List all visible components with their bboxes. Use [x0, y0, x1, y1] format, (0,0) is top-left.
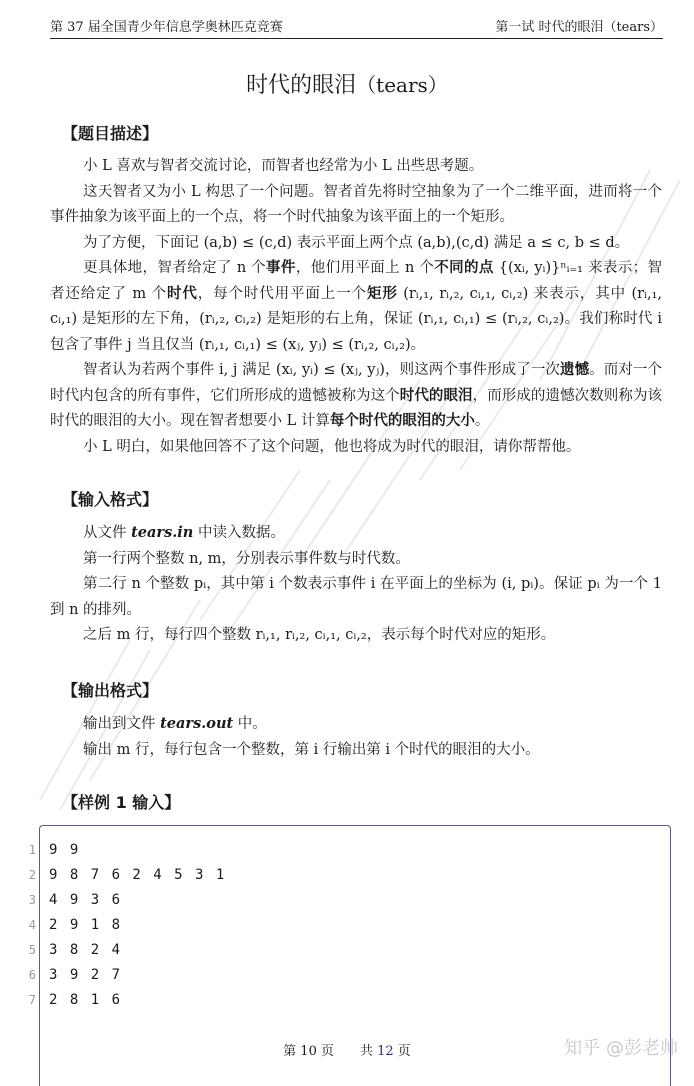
emph-rectangle: 矩形	[366, 285, 398, 302]
emph-distinct-points: 不同的点	[434, 260, 494, 276]
emph-events: 事件	[266, 260, 296, 276]
emph-eras: 时代	[167, 285, 198, 302]
line-number: 7	[28, 993, 36, 1007]
line-number: 4	[28, 918, 36, 932]
sample-heading: 【样例 1 输入】	[62, 793, 181, 812]
description-p3: 为了方便，下面记 (a,b) ≤ (c,d) 表示平面上两个点 (a,b),(c,d) 满足 a ≤ c, b ≤ d。	[83, 234, 630, 251]
description-p5: 智者认为若两个事件 i, j 满足 (xᵢ, yᵢ) ≤ (xⱼ, yⱼ)，则这两个事件形成了一次遗憾。而对一个时代内包含的所有事件，它们所形成的遗憾被称为这个时代的眼泪，而形成的遗憾次数则称为该时代的眼泪的大小。现在智者想要小 L 计算每个时代的眼泪的大小。	[50, 362, 663, 429]
output-heading: 【输出格式】	[62, 681, 159, 700]
line-text: 3 9 2 7	[49, 967, 123, 983]
emph-tears-of-era: 时代的眼泪	[399, 387, 473, 404]
title-zh: 时代的眼泪	[246, 73, 357, 98]
page-footer: 第 10 页 共 12 页	[283, 1044, 411, 1059]
line-text: 9 8 7 6 2 4 5 3 1	[49, 867, 227, 883]
description-p6: 小 L 明白，如果他回答不了这个问题，他也将成为时代的眼泪，请你帮帮他。	[83, 438, 581, 455]
emph-size-of-tears: 每个时代的眼泪的大小	[329, 413, 475, 429]
title-latin: （tears）	[356, 73, 448, 97]
description-p1: 小 L 喜欢与智者交流讨论，而智者也经常为小 L 出些思考题。	[83, 158, 484, 174]
round-problem-name: 第一试 时代的眼泪（tears）	[495, 20, 663, 35]
input-p4: 之后 m 行，每行四个整数 rᵢ,₁, rᵢ,₂, cᵢ,₁, cᵢ,₂，表示每个时代对应的矩形。	[83, 627, 556, 643]
input-p1: 从文件 tears.in 中读入数据。	[83, 524, 285, 541]
line-text: 2 9 1 8	[49, 917, 123, 933]
line-number: 3	[28, 893, 36, 907]
output-filename: tears.out	[160, 715, 234, 732]
output-body	[50, 711, 662, 763]
line-text: 2 8 1 6	[49, 992, 123, 1008]
zhihu-credit-watermark: 知乎 @彭老帅	[564, 1038, 678, 1059]
input-p2: 第一行两个整数 n, m，分别表示事件数与时代数。	[83, 550, 410, 567]
description-p4: 更具体地，智者给定了 n 个事件，他们用平面上 n 个不同的点 {(xᵢ, yᵢ)}ⁿᵢ₌₁ 来表示；智者还给定了 m 个时代，每个时代用平面上一个矩形 (rᵢ,₁, rᵢ,₂, cᵢ,₁, cᵢ,₂) 来表示，其中 (rᵢ,₁, cᵢ,₁) 是矩形的左下角，(rᵢ,₂, cᵢ,₂) 是矩形的右上角，保证 (rᵢ,₁, cᵢ,₁) ≤ (rᵢ,₂, cᵢ,₂)。我们称时代 i 包含了事件 j 当且仅当 (rᵢ,₁, cᵢ,₁) ≤ (xⱼ, yⱼ) ≤ (rᵢ,₂, cᵢ,₂)。	[50, 260, 663, 353]
line-text: 9 9	[49, 842, 81, 858]
input-body	[50, 520, 662, 649]
line-text: 3 8 2 4	[49, 942, 123, 958]
input-p3: 第二行 n 个整数 pᵢ，其中第 i 个数表示事件 i 在平面上的坐标为 (i, pᵢ)。保证 pᵢ 为一个 1 到 n 的排列。	[50, 576, 662, 618]
emph-regret: 遗憾	[560, 362, 590, 378]
line-number: 5	[28, 943, 36, 957]
output-p2: 输出 m 行，每行包含一个整数，第 i 行输出第 i 个时代的眼泪的大小。	[83, 741, 540, 758]
line-number: 2	[28, 868, 36, 882]
contest-name: 第 37 届全国青少年信息学奥林匹克竞赛	[50, 20, 283, 35]
output-p1: 输出到文件 tears.out 中。	[83, 715, 267, 732]
description-p2: 这天智者又为小 L 构思了一个问题。智者首先将时空抽象为了一个二维平面，进而将一个事件抽象为该平面上的一个点，将一个时代抽象为该平面上的一个矩形。	[50, 183, 662, 225]
running-header	[50, 14, 663, 39]
page-current: 第 10 页	[283, 1044, 334, 1059]
line-text: 4 9 3 6	[49, 892, 123, 908]
line-number: 6	[28, 968, 36, 982]
page-total: 12	[377, 1044, 394, 1059]
input-heading: 【输入格式】	[62, 490, 159, 509]
line-number: 1	[28, 843, 36, 857]
description-heading: 【题目描述】	[62, 124, 159, 143]
page-title	[0, 68, 694, 99]
input-filename: tears.in	[131, 524, 194, 541]
description-body	[50, 154, 662, 460]
